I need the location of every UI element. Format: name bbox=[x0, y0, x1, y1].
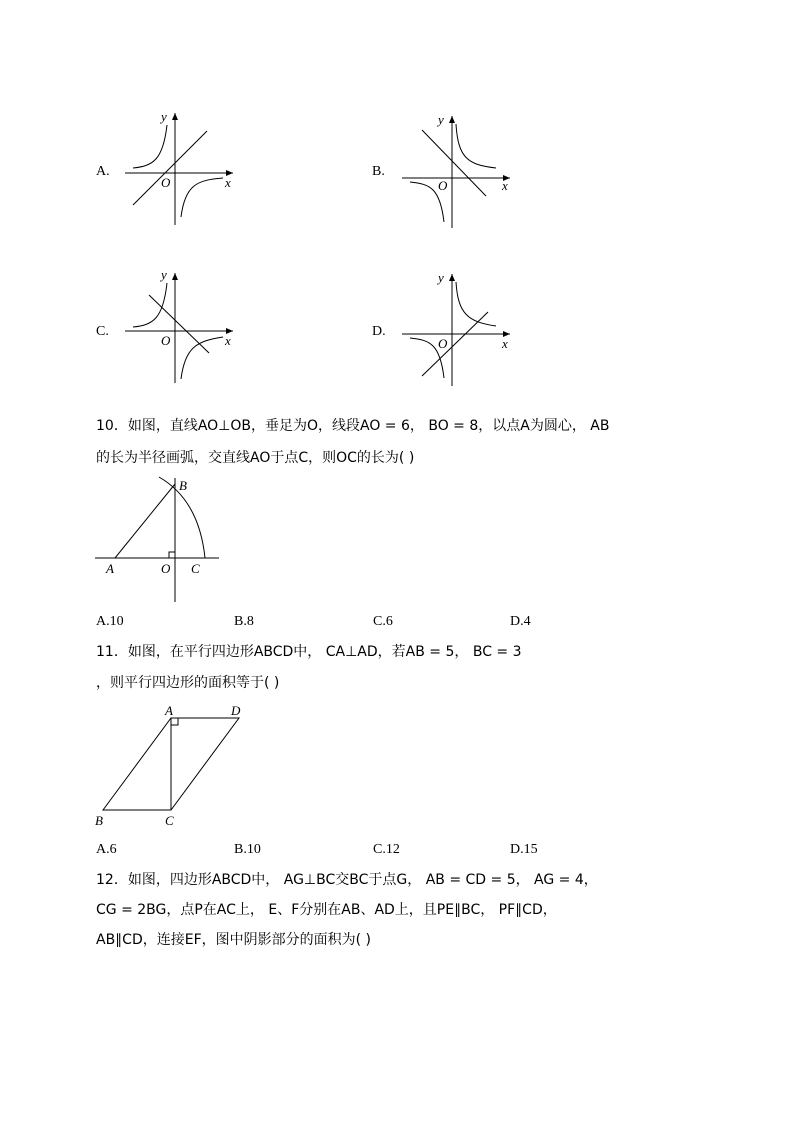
right-angle-mark bbox=[169, 552, 175, 558]
q11-choice-a[interactable]: A.6 bbox=[96, 842, 117, 857]
graph-option-a bbox=[115, 105, 245, 230]
right-angle-mark bbox=[171, 718, 178, 725]
q11-figure bbox=[93, 700, 255, 830]
hyperbola-branch-upper-right bbox=[456, 282, 496, 326]
y-label: y bbox=[438, 270, 444, 285]
linear-function-line bbox=[422, 130, 486, 196]
point-b-label: B bbox=[95, 813, 103, 828]
x-label: x bbox=[502, 178, 508, 193]
point-a-label: A bbox=[165, 703, 173, 718]
q10-text-line2: 的长为半径画弧，交直线AO于点C，则OC的长为( ) bbox=[96, 450, 415, 466]
origin-label: O bbox=[161, 333, 171, 348]
y-label: y bbox=[161, 267, 167, 282]
q12-text-line2: CG = 2BG，点P在AC上， E、F分别在AB、AD上，且PE∥BC， PF∥CD， bbox=[96, 902, 557, 918]
graph-option-d bbox=[392, 268, 522, 388]
linear-function-line bbox=[133, 131, 207, 205]
hyperbola-branch-upper-right bbox=[456, 124, 496, 168]
y-label: y bbox=[438, 112, 444, 127]
point-a-label: A bbox=[106, 561, 114, 576]
graph-option-c bbox=[115, 267, 245, 387]
option-d-label: D. bbox=[372, 324, 386, 339]
q10-figure bbox=[95, 474, 225, 606]
option-a-label: A. bbox=[96, 164, 110, 179]
graph-option-b bbox=[392, 110, 522, 230]
hyperbola-branch-upper-left bbox=[133, 283, 167, 327]
x-label: x bbox=[502, 336, 508, 351]
q10-choice-b[interactable]: B.8 bbox=[234, 614, 254, 629]
point-c-label: C bbox=[165, 813, 174, 828]
q10-choice-a[interactable]: A.10 bbox=[96, 614, 124, 629]
origin-label: O bbox=[438, 336, 448, 351]
q10-choice-c[interactable]: C.6 bbox=[373, 614, 393, 629]
linear-function-line bbox=[149, 295, 209, 353]
q11-text-line1: 11．如图，在平行四边形ABCD中， CA⊥AD，若AB = 5， BC = 3 bbox=[96, 644, 522, 660]
x-label: x bbox=[225, 175, 231, 190]
q11-choice-c[interactable]: C.12 bbox=[373, 842, 400, 857]
origin-label: O bbox=[161, 175, 171, 190]
point-c-label: C bbox=[191, 561, 200, 576]
y-label: y bbox=[161, 109, 167, 124]
q10-text-line1: 10．如图，直线AO⊥OB，垂足为O，线段AO = 6， BO = 8，以点A为圆心， AB bbox=[96, 418, 610, 434]
q11-choice-d[interactable]: D.15 bbox=[510, 842, 538, 857]
point-d-label: D bbox=[231, 703, 241, 718]
segment-ab bbox=[115, 484, 175, 558]
q11-choice-b[interactable]: B.10 bbox=[234, 842, 261, 857]
hyperbola-branch-lower-right bbox=[181, 178, 223, 217]
point-o-label: O bbox=[161, 561, 171, 576]
q12-text-line3: AB∥CD，连接EF，图中阴影部分的面积为( ) bbox=[96, 932, 372, 948]
x-label: x bbox=[225, 333, 231, 348]
q12-text-line1: 12．如图，四边形ABCD中， AG⊥BC交BC于点G， AB = CD = 5， AG = 4， bbox=[96, 872, 598, 888]
q11-text-line2: ，则平行四边形的面积等于( ) bbox=[96, 675, 280, 691]
option-c-label: C. bbox=[96, 324, 109, 339]
hyperbola-branch-upper-left bbox=[133, 125, 167, 168]
hyperbola-branch-lower-right bbox=[181, 337, 223, 379]
point-b-label: B bbox=[179, 478, 187, 493]
option-b-label: B. bbox=[372, 164, 385, 179]
q10-choice-d[interactable]: D.4 bbox=[510, 614, 531, 629]
origin-label: O bbox=[438, 178, 448, 193]
